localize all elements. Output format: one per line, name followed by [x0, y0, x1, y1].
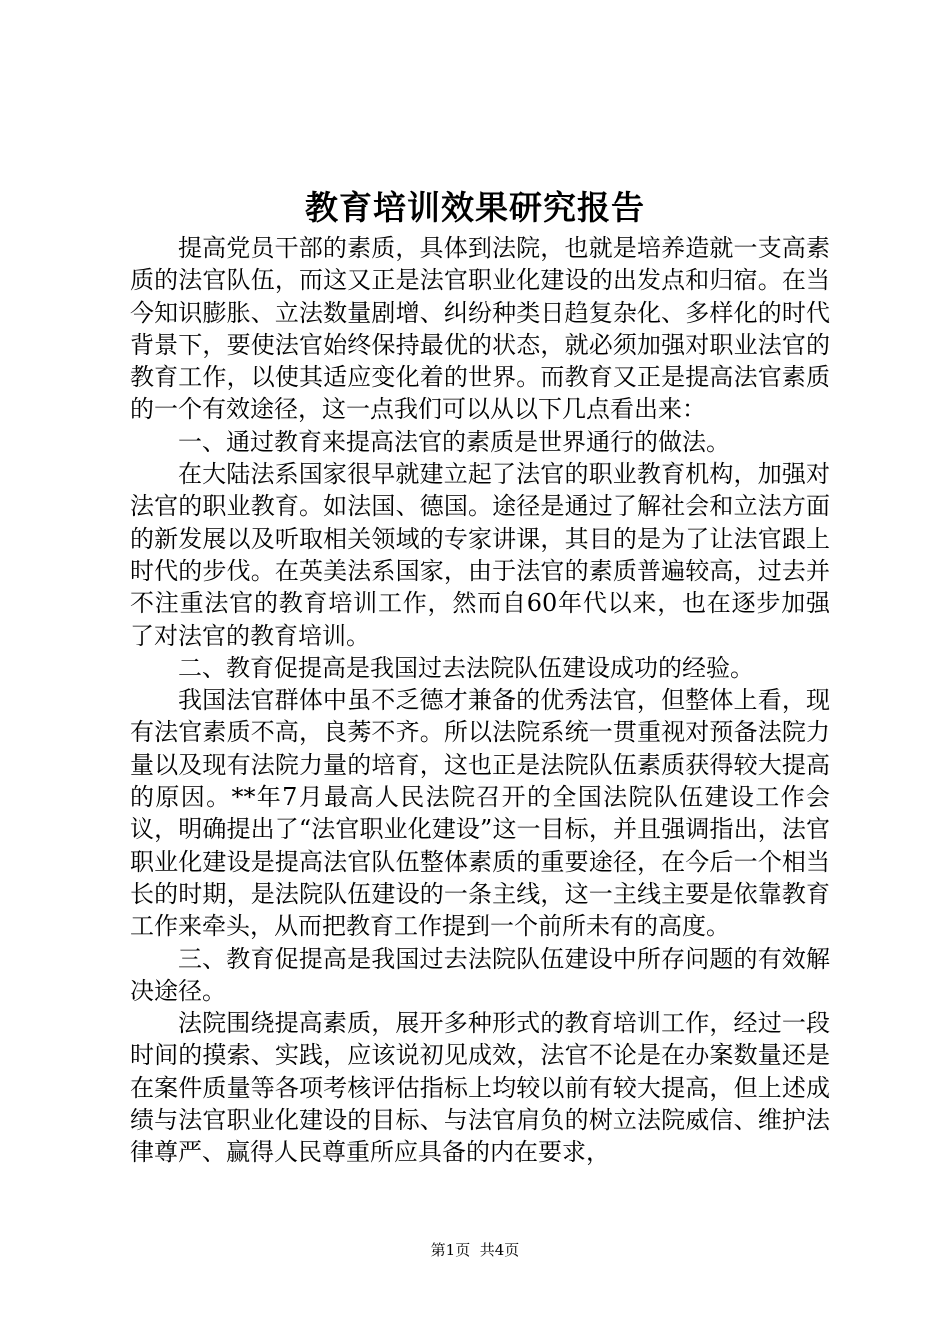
paragraph-intro: 提高党员干部的素质，具体到法院，也就是培养造就一支高素质的法官队伍，而这又正是法官职业化建设的出发点和归宿。在当今知识膨胀、立法数量剧增、纠纷种类日趋复杂化、多样化的时代背景下，要使法官始终保持最优的状态，就必须加强对职业法官的教育工作，以使其适应变化着的世界。而教育又正是提高法官素质的一个有效途径，这一点我们可以从以下几点看出来：	[130, 234, 830, 424]
paragraph-section-3: 法院围绕提高素质，展开多种形式的教育培训工作，经过一段时间的摸索、实践，应该说初见成效，法官不论是在办案数量还是在案件质量等各项考核评估指标上均较以前有较大提高，但上述成绩与法官职业化建设的目标、与法官肩负的树立法院威信、维护法律尊严、赢得人民尊重所应具备的内在要求，	[130, 1009, 830, 1167]
document-body	[130, 232, 830, 1169]
document-title: 教育培训效果研究报告	[305, 188, 645, 227]
section-heading-2: 二、教育促提高是我国过去法院队伍建设成功的经验。	[178, 653, 754, 682]
page-footer	[0, 1240, 950, 1260]
page-number: 第1页	[430, 1241, 471, 1259]
page-total: 共4页	[479, 1241, 520, 1259]
paragraph-section-1: 在大陆法系国家很早就建立起了法官的职业教育机构，加强对法官的职业教育。如法国、德国。途径是通过了解社会和立法方面的新发展以及听取相关领域的专家讲课，其目的是为了让法官跟上时代的步伐。在英美法系国家，由于法官的素质普遍较高，过去并不注重法官的教育培训工作，然而自60年代以来，也在逐步加强了对法官的教育培训。	[130, 460, 830, 650]
section-heading-1: 一、通过教育来提高法官的素质是世界通行的做法。	[178, 427, 730, 456]
paragraph-section-2: 我国法官群体中虽不乏德才兼备的优秀法官，但整体上看，现有法官素质不高，良莠不齐。所以法院系统一贯重视对预备法院力量以及现有法院力量的培育，这也正是法院队伍素质获得较大提高的原因。**年7月最高人民法院召开的全国法院队伍建设工作会议，明确提出了“法官职业化建设”这一目标，并且强调指出，法官职业化建设是提高法官队伍整体素质的重要途径，在今后一个相当长的时期，是法院队伍建设的一条主线，这一主线主要是依靠教育工作来牵头，从而把教育工作提到一个前所未有的高度。	[130, 686, 830, 941]
section-heading-3: 三、教育促提高是我国过去法院队伍建设中所存问题的有效解决途径。	[130, 944, 830, 1005]
